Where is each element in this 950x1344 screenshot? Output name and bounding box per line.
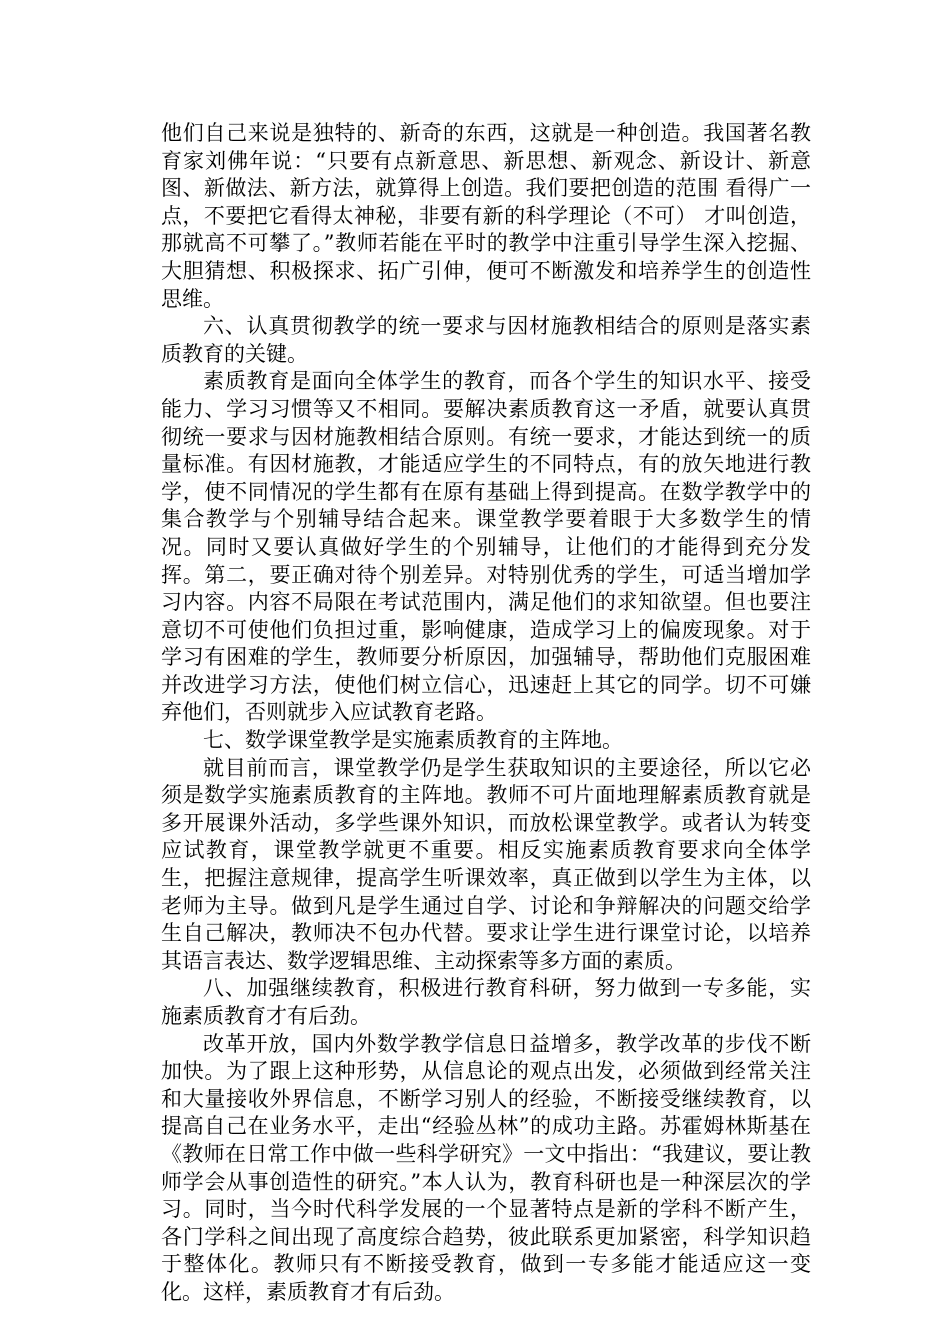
section-heading-seven: 七、数学课堂教学是实施素质教育的主阵地。 xyxy=(203,728,623,753)
section-heading-eight: 八、加强继续教育，积极进行教育科研，努力做到一专多能，实施素质教育才有后劲。 xyxy=(161,976,811,1028)
paragraph-body: 素质教育是面向全体学生的教育，而各个学生的知识水平、接受能力、学习习惯等又不相同。要解决素质教育这一矛盾，就要认真贯彻统一要求与因材施教相结合原则。有统一要求，才能达到统一的质量标准。有因材施教，才能适应学生的不同特点，有的放矢地进行教学，使不同情况的学生都有在原有基础上得到提高。在数学教学中的集合教学与个别辅导结合起来。课堂教学要着眼于大多数学生的情况。同时又要认真做好学生的个别辅导，让他们的才能得到充分发挥。第二，要正确对待个别差异。对特别优秀的学生，可适当增加学习内容。内容不局限在考试范围内，满足他们的求知欲望。但也要注意切不可使他们负担过重，影响健康，造成学习上的偏废现象。对于学习有困难的学生，教师要分析原因，加强辅导，帮助他们克服困难并改进学习方法，使他们树立信心，迅速赶上其它的同学。切不可嫌弃他们，否则就步入应试教育老路。 xyxy=(161,369,811,725)
section-heading-six: 六、认真贯彻教学的统一要求与因材施教相结合的原则是落实素质教育的关键。 xyxy=(161,314,811,366)
paragraph-body: 就目前而言，课堂教学仍是学生获取知识的主要途径，所以它必须是数学实施素质教育的主阵地。教师不可片面地理解素质教育就是多开展课外活动，多学些课外知识，而放松课堂教学。或者认为转变应试教育，课堂教学就更不重要。相反实施素质教育要求向全体学生，把握注意规律，提高学生听课效率，真正做到以学生为主体，以老师为主导。做到凡是学生通过自学、讨论和争辩解决的问题交给学生自己解决，教师决不包办代替。要求让学生进行课堂讨论，以培养其语言表达、数学逻辑思维、主动探索等多方面的素质。 xyxy=(161,755,811,973)
paragraph-continuation: 他们自己来说是独特的、新奇的东西，这就是一种创造。我国著名教育家刘佛年说：“只要有点新意思、新思想、新观念、新设计、新意图、新做法、新方法，就算得上创造。我们要把创造的范围 看得广一点，不要把它看得太神秘，非要有新的科学理论（不可） 才叫创造，那就高不可攀了。”教师若能在平时的教学中注重引导学生深入挖掘、大胆猜想、积极探求、拓广引伸，便可不断激发和培养学生的创造性思维。 xyxy=(161,121,811,311)
document-page xyxy=(161,120,811,1307)
paragraph-body: 改革开放，国内外数学教学信息日益增多，教学改革的步伐不断加快。为了跟上这种形势，从信息论的观点出发，必须做到经常关注和大量接收外界信息，不断学习别人的经验，不断接受继续教育，以提高自己在业务水平，走出“经验丛林”的成功主路。苏霍姆林斯基在《教师在日常工作中做一些科学研究》一文中指出：“我建议，要让教师学会从事创造性的研究。”本人认为，教育科研也是一种深层次的学习。同时，当今时代科学发展的一个显著特点是新的学科不断产生，各门学科之间出现了高度综合趋势，彼此联系更加紧密，科学知识趋于整体化。教师只有不断接受教育，做到一专多能才能适应这一变化。这样，素质教育才有后劲。 xyxy=(161,1031,811,1304)
